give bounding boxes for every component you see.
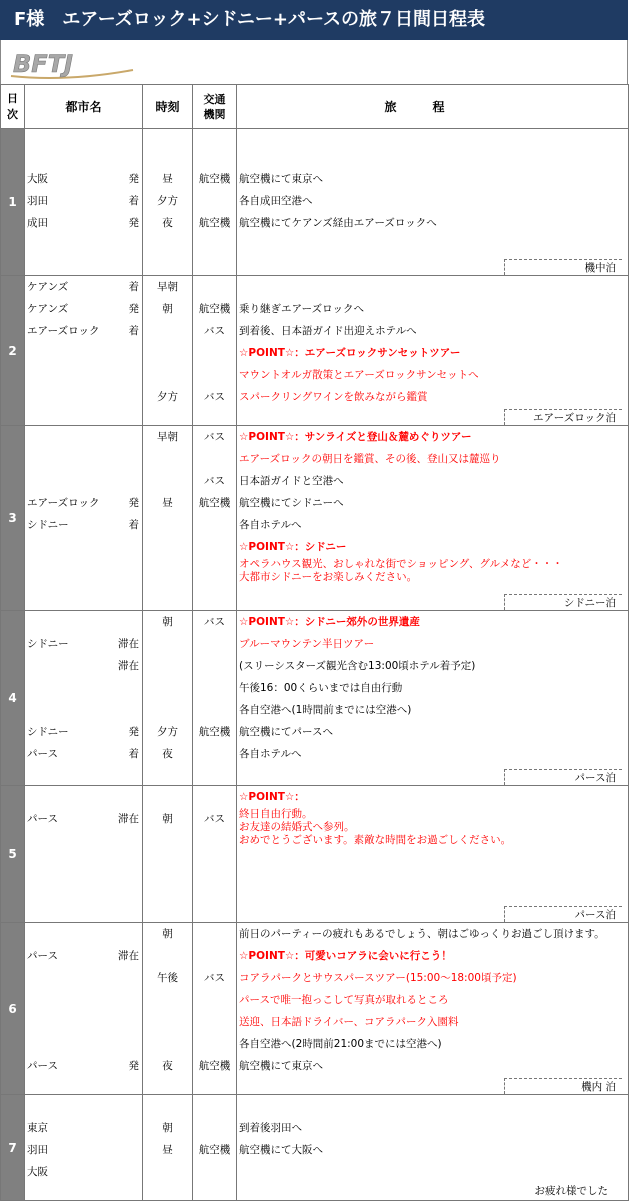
- city-entry: 羽田 着: [27, 195, 139, 207]
- city-entry: 羽田: [27, 1144, 48, 1156]
- itinerary-cell: 前日のパーティーの疲れもあるでしょう、朝はごゆっくりお過ごし頂けます。 ☆POINT☆：可愛いコアラに会いに行こう！ コアラパークとサウスパースツアー(15:00～18:00頃予定) パースで唯一抱っこして写真が取れるところ 送迎、日本語ドライバー、コアラパーク入園料 各自空港へ(2時間前21:00までには空港へ) 航空機にて東京へ 機内 泊: [237, 923, 629, 1095]
- city-cell: [25, 786, 143, 923]
- city-entry: ケアンズ 着: [27, 281, 139, 293]
- itinerary-cell: 乗り継ぎエアーズロックへ 到着後、日本語ガイド出迎えホテルへ ☆POINT☆：エアーズロックサンセットツアー マウントオルガ散策とエアーズロックサンセットへ スパークリングワインを飲みながら鑑賞 エアーズロック泊: [237, 276, 629, 426]
- city-cell: [25, 1095, 143, 1201]
- day-row: [1, 276, 629, 426]
- header-transport: 交通 機関: [193, 85, 237, 129]
- itinerary-cell: ☆POINT☆：シドニー郊外の世界遺産 ブルーマウンテン半日ツアー (スリーシスターズ観光含む13:00頃ホテル着予定) 午後16：00くらいまでは自由行動 各自空港へ(1時間前までには空港へ) 航空機にてパースへ 各自ホテルへ パース泊: [237, 611, 629, 786]
- overnight-label: 機中泊: [504, 259, 622, 275]
- overnight-label: 機内 泊: [504, 1078, 622, 1094]
- city-entry: 大阪 発: [27, 173, 139, 185]
- point-heading: ☆POINT☆：エアーズロックサンセットツアー: [239, 347, 461, 359]
- overnight-label: パース泊: [504, 769, 622, 785]
- day-number: 6: [1, 923, 25, 1095]
- header-row: [1, 85, 629, 129]
- day-row: [1, 1095, 629, 1201]
- day-row: [1, 611, 629, 786]
- point-heading: ☆POINT☆：サンライズと登山＆麓めぐりツアー: [239, 431, 472, 443]
- overnight-label: パース泊: [504, 906, 622, 922]
- itinerary-cell: ☆POINT☆：サンライズと登山＆麓めぐりツアー エアーズロックの朝日を鑑賞、その後、登山又は麓巡り 日本語ガイドと空港へ 航空機にてシドニーへ 各自ホテルへ ☆POINT☆：シドニー オペラハウス観光、おしゃれな街でショッピング、グルメなど・・・ 大都市シドニーをお楽しみください。 シドニー泊: [237, 426, 629, 611]
- time-cell: 早朝 朝 夕方: [143, 276, 193, 426]
- header-time: 時刻: [143, 85, 193, 129]
- city-entry: シドニー 滞在: [27, 638, 139, 650]
- transport-cell: 航空機: [193, 1095, 237, 1201]
- day-number: 1: [1, 129, 25, 276]
- logo-area: [0, 40, 628, 84]
- city-entry: パース 発: [27, 1060, 139, 1072]
- overnight-label: エアーズロック泊: [504, 409, 622, 425]
- city-entry: シドニー 発: [27, 726, 139, 738]
- time-cell: 朝 昼: [143, 1095, 193, 1201]
- day-number: 7: [1, 1095, 25, 1201]
- header-itinerary: 旅程: [237, 85, 629, 129]
- point-heading: ☆POINT☆：シドニー郊外の世界遺産: [239, 616, 420, 628]
- city-cell: [25, 611, 143, 786]
- time-cell: 朝 夕方 夜: [143, 611, 193, 786]
- header-day: 日 次: [1, 85, 25, 129]
- itinerary-cell: 航空機にて東京へ 各自成田空港へ 航空機にてケアンズ経由エアーズロックへ 機中泊: [237, 129, 629, 276]
- point-heading: ☆POINT☆：: [239, 791, 305, 803]
- point-heading: ☆POINT☆：可愛いコアラに会いに行こう！: [239, 950, 452, 962]
- city-entry: 東京: [27, 1122, 48, 1134]
- time-cell: 昼 夕方 夜: [143, 129, 193, 276]
- city-entry: エアーズロック 発: [27, 497, 139, 509]
- day-number: 4: [1, 611, 25, 786]
- city-entry: 大阪: [27, 1166, 48, 1178]
- itinerary-cell: ☆POINT☆： 終日自由行動。 お友達の結婚式へ参列。 おめでとうございます。素敵な時間をお過ごしください。 パース泊: [237, 786, 629, 923]
- itinerary-table: [0, 84, 629, 1201]
- transport-cell: 航空機 航空機: [193, 129, 237, 276]
- time-cell: 早朝 昼: [143, 426, 193, 611]
- transport-cell: バス 航空機: [193, 923, 237, 1095]
- day-row: [1, 923, 629, 1095]
- city-cell: [25, 923, 143, 1095]
- day-row: [1, 786, 629, 923]
- city-entry: 成田 発: [27, 217, 139, 229]
- time-cell: 朝 午後 夜: [143, 923, 193, 1095]
- city-entry: 滞在: [118, 660, 139, 672]
- day-row: [1, 129, 629, 276]
- day-number: 5: [1, 786, 25, 923]
- transport-cell: バス バス 航空機: [193, 426, 237, 611]
- day-row: [1, 426, 629, 611]
- time-cell: 朝: [143, 786, 193, 923]
- city-cell: [25, 426, 143, 611]
- day-number: 2: [1, 276, 25, 426]
- day-number: 3: [1, 426, 25, 611]
- city-entry: エアーズロック 着: [27, 325, 139, 337]
- bftj-logo: [7, 48, 137, 80]
- city-entry: パース 滞在: [27, 813, 139, 825]
- itinerary-cell: 到着後羽田へ 航空機にて大阪へ お疲れ様でした: [237, 1095, 629, 1201]
- city-entry: パース 滞在: [27, 950, 139, 962]
- city-cell: [25, 129, 143, 276]
- transport-cell: バス 航空機: [193, 611, 237, 786]
- transport-cell: バス: [193, 786, 237, 923]
- header-city: 都市名: [25, 85, 143, 129]
- city-entry: シドニー 着: [27, 519, 139, 531]
- overnight-label: シドニー泊: [504, 594, 622, 610]
- transport-cell: 航空機 バス バス: [193, 276, 237, 426]
- page-title: F様 エアーズロック+シドニー+パースの旅７日間日程表: [0, 0, 628, 40]
- svg-text:BFTJ: BFTJ: [13, 50, 73, 78]
- city-entry: パース 着: [27, 748, 139, 760]
- city-cell: [25, 276, 143, 426]
- point-heading: ☆POINT☆：シドニー: [239, 541, 347, 553]
- closing-message: お疲れ様でした: [534, 1185, 608, 1197]
- city-entry: ケアンズ 発: [27, 303, 139, 315]
